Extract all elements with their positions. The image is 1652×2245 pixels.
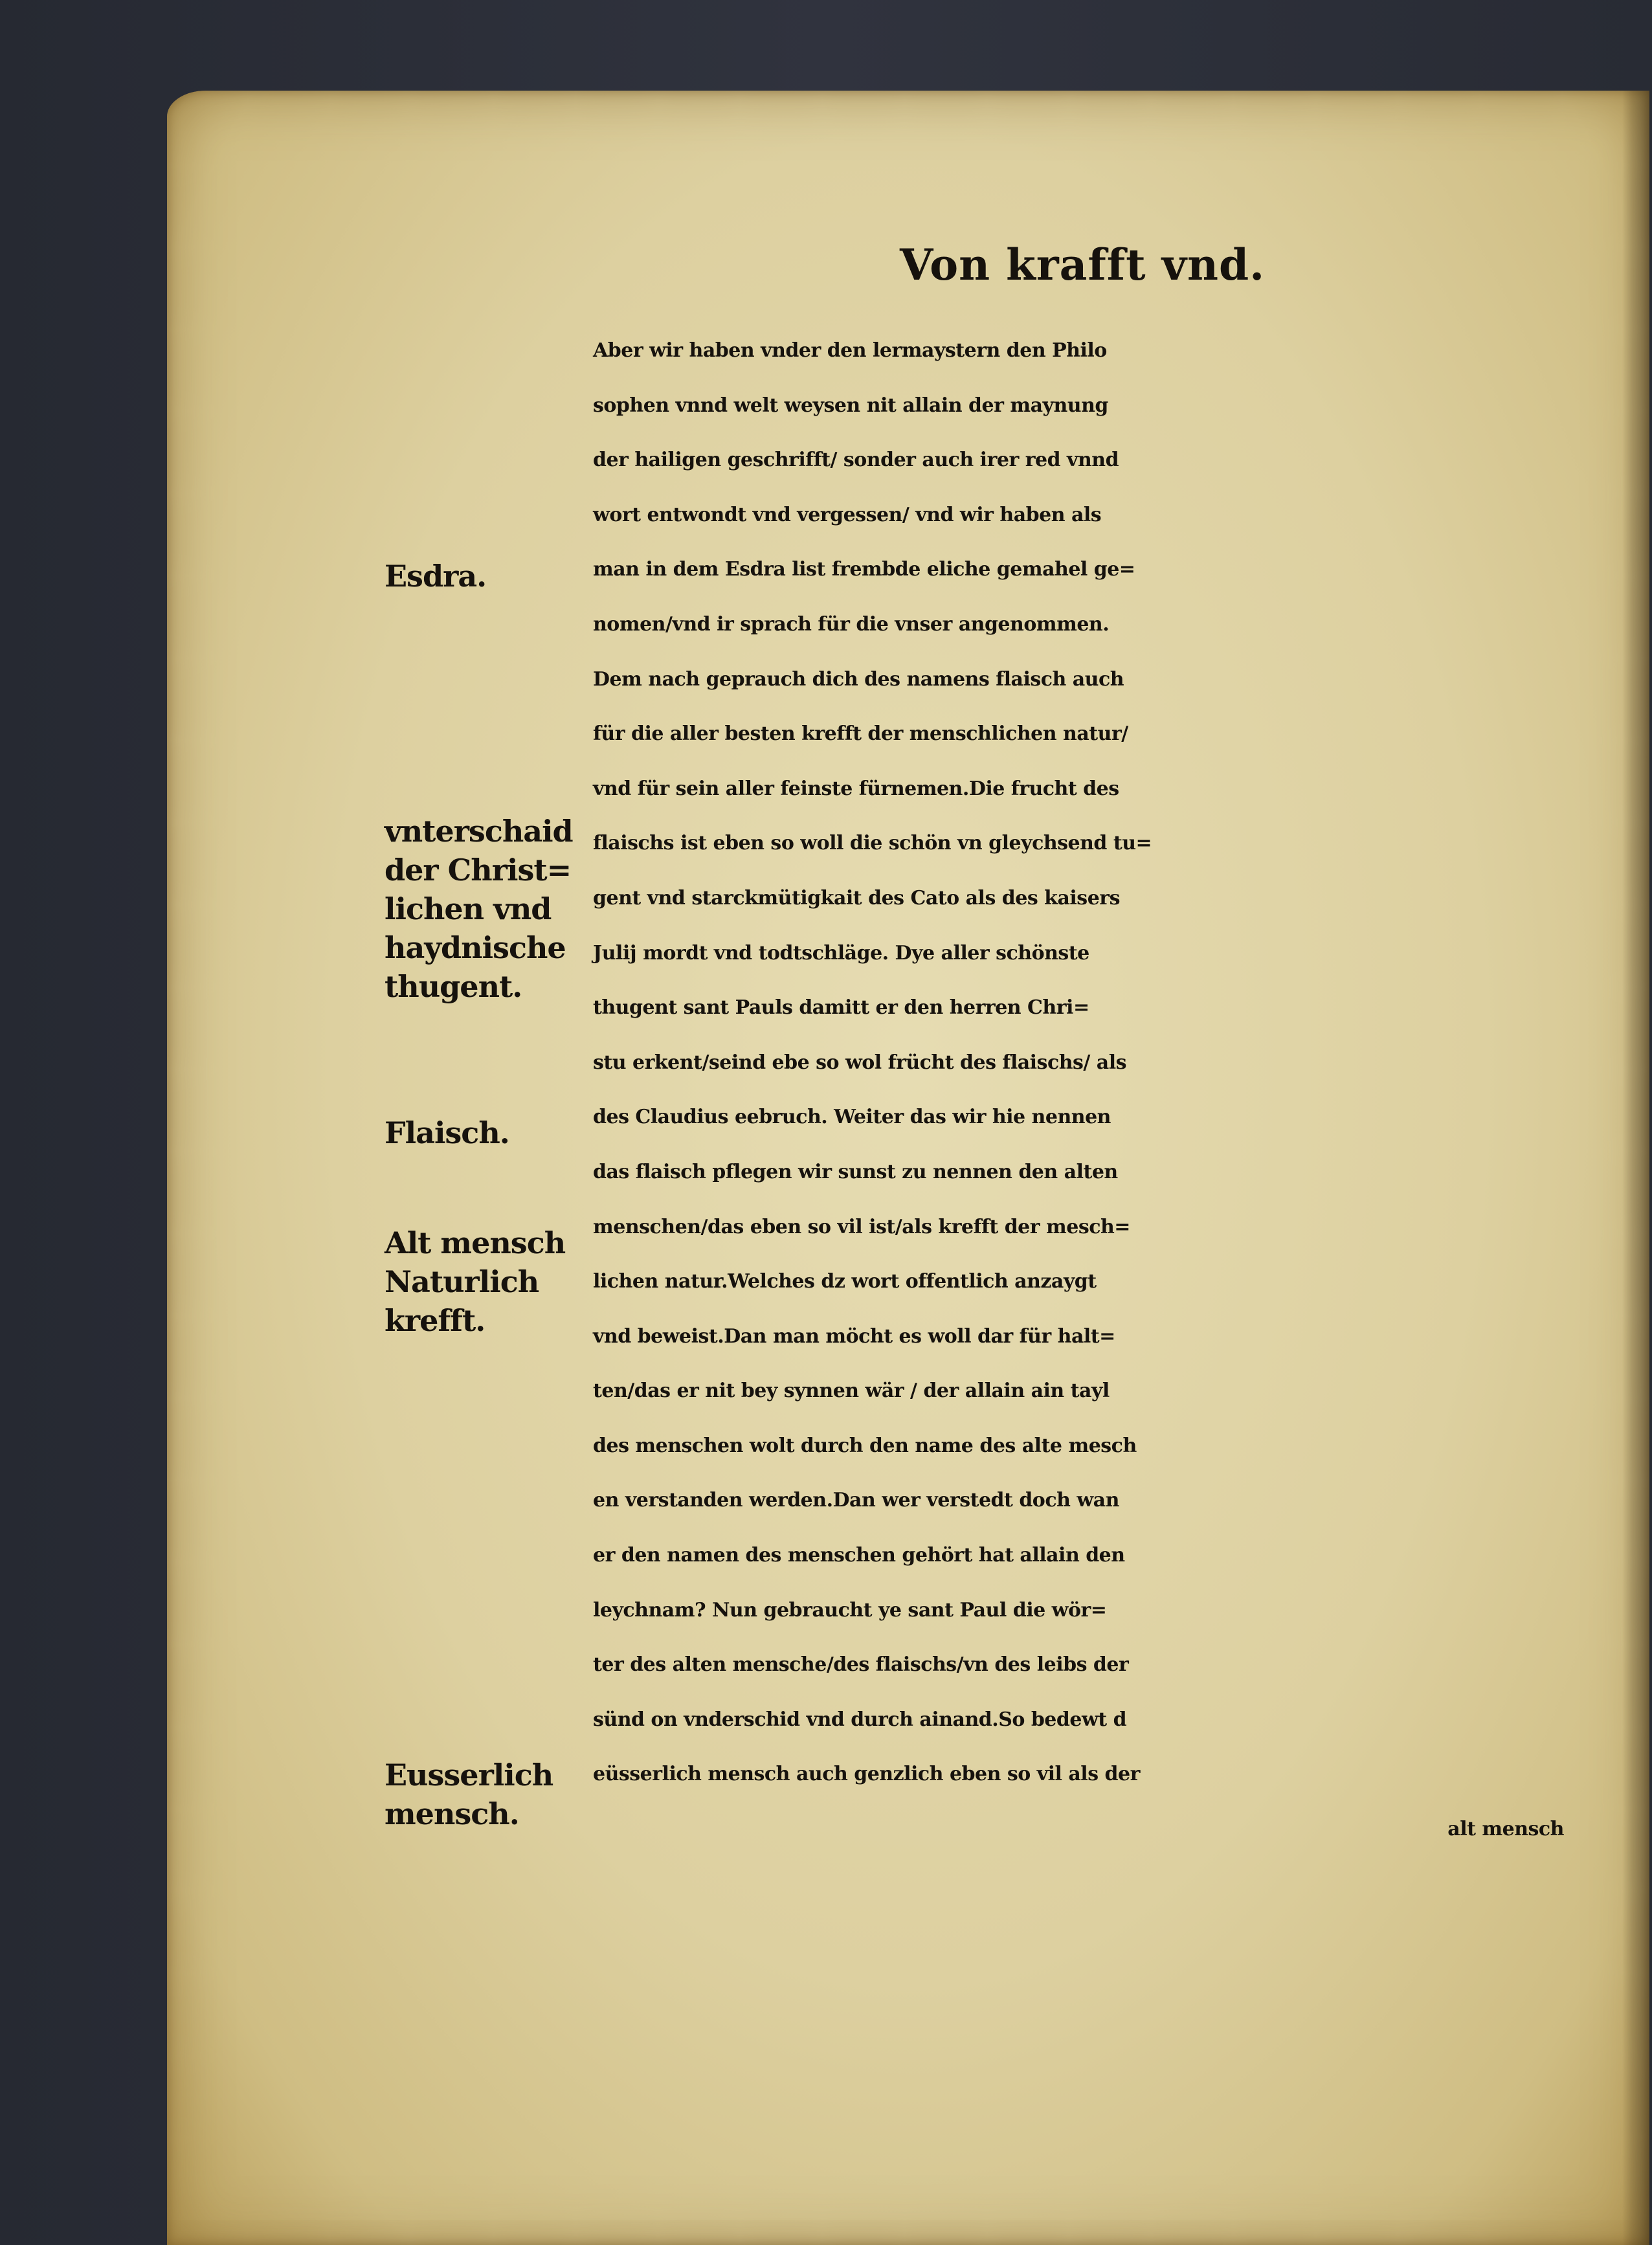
- gloss-line: haydnische: [385, 930, 566, 965]
- text-line: er den namen des menschen gehört hat allain den: [593, 1544, 1125, 1567]
- margin-gloss-unterschaid: [385, 812, 579, 1006]
- text-line: thugent sant Pauls damitt er den herren Chri=: [593, 996, 1089, 1020]
- text-line: für die aller besten krefft der menschlichen natur/: [593, 722, 1128, 746]
- text-line: des Claudius eebruch. Weiter das wir hie nennen: [593, 1106, 1111, 1129]
- gloss-line: Flaisch.: [385, 1115, 509, 1150]
- text-line: flaischs ist eben so woll die schön vn gleychsend tu=: [593, 832, 1152, 855]
- gloss-line: Esdra.: [385, 559, 487, 594]
- text-line: eüsserlich mensch auch genzlich eben so vil als der: [593, 1763, 1140, 1786]
- gloss-line: mensch.: [385, 1796, 519, 1831]
- text-line: des menschen wolt durch den name des alte mesch: [593, 1434, 1137, 1457]
- text-line: Dem nach geprauch dich des namens flaisch auch: [593, 667, 1124, 691]
- gloss-line: Alt mensch: [385, 1225, 566, 1260]
- gloss-line: Eusserlich: [385, 1758, 553, 1793]
- running-title: Von krafft vnd.: [900, 240, 1266, 290]
- text-line: der hailigen geschrifft/ sonder auch irer red vnnd: [593, 449, 1119, 472]
- text-line: ter des alten mensche/des flaischs/vn des leibs der: [593, 1653, 1129, 1677]
- text-line: sünd on vnderschid vnd durch ainand.So bedewt d: [593, 1708, 1127, 1731]
- text-line: man in dem Esdra list frembde eliche gemahel ge=: [593, 558, 1135, 581]
- text-line: en verstanden werden.Dan wer verstedt doch wan: [593, 1489, 1119, 1512]
- gloss-line: thugent.: [385, 969, 522, 1004]
- text-line: das flaisch pflegen wir sunst zu nennen den alten: [593, 1160, 1118, 1183]
- text-line: ten/das er nit bey synnen wär / der allain ain tayl: [593, 1379, 1110, 1403]
- margin-gloss-esdra: [385, 557, 579, 596]
- text-line: vnd beweist.Dan man möcht es woll dar für halt=: [593, 1324, 1115, 1348]
- gloss-line: krefft.: [385, 1303, 486, 1338]
- gloss-line: vnterschaid: [385, 814, 573, 849]
- text-line: vnd für sein aller feinste fürnemen.Die frucht des: [593, 777, 1119, 800]
- text-line: lichen natur.Welches dz wort offentlich anzaygt: [593, 1270, 1097, 1293]
- margin-gloss-flaisch: [385, 1113, 579, 1152]
- gloss-line: Naturlich: [385, 1264, 539, 1299]
- text-line: nomen/vnd ir sprach für die vnser angenommen.: [593, 612, 1110, 636]
- text-line: menschen/das eben so vil ist/als krefft der mesch=: [593, 1215, 1130, 1238]
- catchword-line: alt mensch: [1447, 1818, 1564, 1841]
- text-line: wort entwondt vnd vergessen/ vnd wir haben als: [593, 503, 1102, 526]
- text-line: sophen vnnd welt weysen nit allain der maynung: [593, 394, 1108, 417]
- text-line: Julij mordt vnd todtschläge. Dye aller schönste: [593, 941, 1089, 965]
- gloss-line: der Christ=: [385, 853, 572, 888]
- main-text-block: [593, 324, 1583, 1857]
- text-line: leychnam? Nun gebraucht ye sant Paul die wör=: [593, 1598, 1107, 1622]
- text-line: Aber wir haben vnder den lermaystern den Philo: [593, 339, 1107, 362]
- margin-gloss-eusserlich: [385, 1756, 579, 1833]
- text-line: stu erkent/seind ebe so wol frücht des flaischs/ als: [593, 1051, 1127, 1074]
- text-line: gent vnd starckmütigkait des Cato als des kaisers: [593, 886, 1120, 910]
- gloss-line: lichen vnd: [385, 891, 552, 926]
- margin-gloss-altmensch: [385, 1223, 579, 1340]
